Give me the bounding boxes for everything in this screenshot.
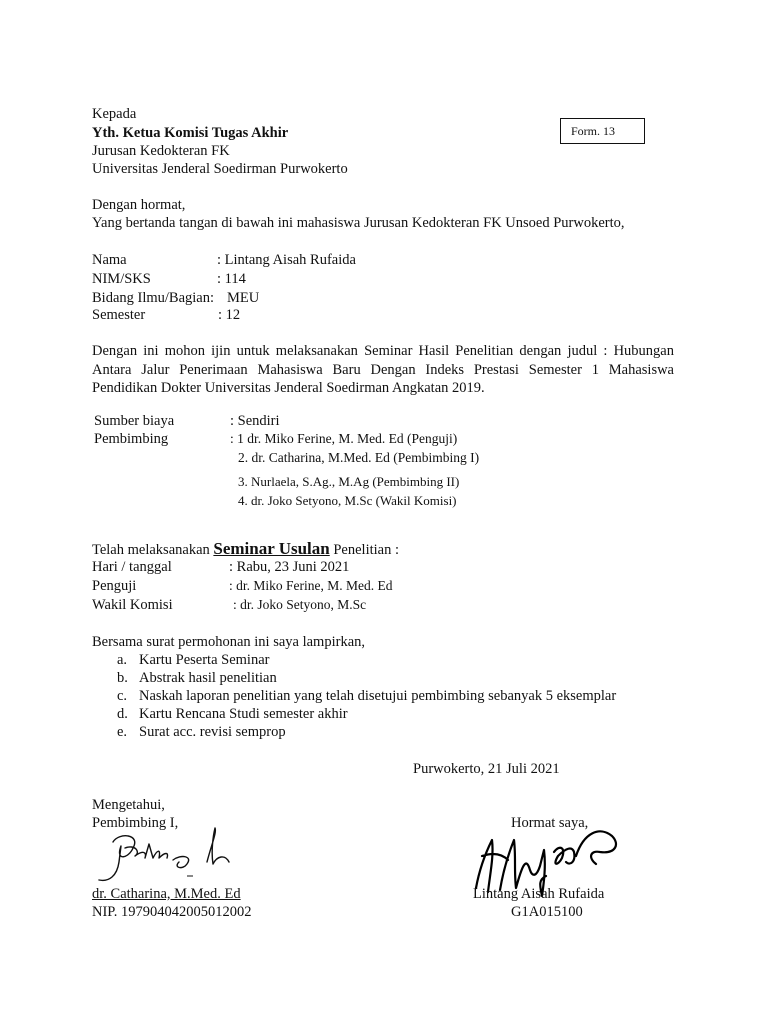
penguji-value: : dr. Miko Ferine, M. Med. Ed xyxy=(229,578,393,593)
semester-value: : 12 xyxy=(218,307,241,323)
recipient-department: Jurusan Kedokteran FK xyxy=(92,143,230,159)
sumber-biaya-label: Sumber biaya xyxy=(94,413,175,429)
attachment-item: Naskah laporan penelitian yang telah disetujui pembimbing sebanyak 5 eksemplar xyxy=(139,688,617,704)
pembimbing-title: Pembimbing I, xyxy=(92,815,179,831)
supervisor-signature xyxy=(95,822,255,888)
hari-label: Hari / tanggal xyxy=(92,559,172,575)
attachment-item: Abstrak hasil penelitian xyxy=(139,670,277,686)
mengetahui-label: Mengetahui, xyxy=(92,797,165,813)
penguji-label: Penguji xyxy=(92,578,137,594)
wakil-komisi-value: : dr. Joko Setyono, M.Sc xyxy=(233,597,367,612)
request-paragraph: Dengan ini mohon ijin untuk melaksanakan Seminar Hasil Penelitian dengan judul : Hubungan Antara Jalur Penerimaan Mahasiswa Baru Dengan Indeks Prestasi Semester 1 Mahasiswa Pendidikan Dokter Universitas Jenderal Soedirman Angkatan 2019. xyxy=(92,343,674,396)
attachment-marker: e. xyxy=(117,724,128,740)
form-number: Form. 13 xyxy=(571,124,616,138)
attachment-item: Surat acc. revisi semprop xyxy=(139,724,286,740)
pembimbing-2: 2. dr. Catharina, M.Med. Ed (Pembimbing I) xyxy=(238,450,480,465)
intro-line: Yang bertanda tangan di bawah ini mahasiswa Jurusan Kedokteran FK Unsoed Purwokerto, xyxy=(92,215,625,231)
seminar-suffix: Penelitian : xyxy=(333,542,399,558)
recipient-title: Yth. Ketua Komisi Tugas Akhir xyxy=(92,125,289,141)
attachments-intro: Bersama surat permohonan ini saya lampirkan, xyxy=(92,634,366,650)
nim-label: NIM/SKS xyxy=(92,271,151,287)
pembimbing-1: : 1 dr. Miko Ferine, M. Med. Ed (Penguji) xyxy=(230,431,458,446)
sumber-biaya-value: : Sendiri xyxy=(230,413,280,429)
place-date: Purwokerto, 21 Juli 2021 xyxy=(413,761,560,777)
pembimbing-3: 3. Nurlaela, S.Ag., M.Ag (Pembimbing II) xyxy=(238,474,460,489)
seminar-highlight: Seminar Usulan xyxy=(213,539,330,558)
student-nim: G1A015100 xyxy=(511,904,583,920)
attachment-marker: c. xyxy=(117,688,128,704)
seminar-prefix: Telah melaksanakan xyxy=(92,542,210,558)
attachment-marker: d. xyxy=(117,706,128,722)
attachment-marker: a. xyxy=(117,652,128,668)
form-number-box xyxy=(560,118,645,144)
pembimbing-nip: NIP. 197904042005012002 xyxy=(92,904,252,920)
nama-label: Nama xyxy=(92,252,127,268)
student-name: Lintang Aisah Rufaida xyxy=(473,886,605,902)
greeting: Dengan hormat, xyxy=(92,197,186,213)
pembimbing-4: 4. dr. Joko Setyono, M.Sc (Wakil Komisi) xyxy=(238,493,457,508)
nama-value: : Lintang Aisah Rufaida xyxy=(217,252,356,268)
kepada-label: Kepada xyxy=(92,106,137,122)
semester-label: Semester xyxy=(92,307,146,323)
hormat-label: Hormat saya, xyxy=(511,815,589,831)
hari-value: : Rabu, 23 Juni 2021 xyxy=(229,559,350,575)
seminar-line xyxy=(92,540,399,559)
attachment-marker: b. xyxy=(117,670,128,686)
bidang-value: MEU xyxy=(227,290,260,306)
attachment-item: Kartu Rencana Studi semester akhir xyxy=(139,706,348,722)
pembimbing-label: Pembimbing xyxy=(94,431,169,447)
recipient-university: Universitas Jenderal Soedirman Purwokerto xyxy=(92,161,348,177)
bidang-label: Bidang Ilmu/Bagian: xyxy=(92,290,215,306)
pembimbing-name: dr. Catharina, M.Med. Ed xyxy=(92,886,241,902)
nim-value: : 114 xyxy=(217,271,246,287)
attachment-item: Kartu Peserta Seminar xyxy=(139,652,270,668)
wakil-komisi-label: Wakil Komisi xyxy=(92,597,173,613)
